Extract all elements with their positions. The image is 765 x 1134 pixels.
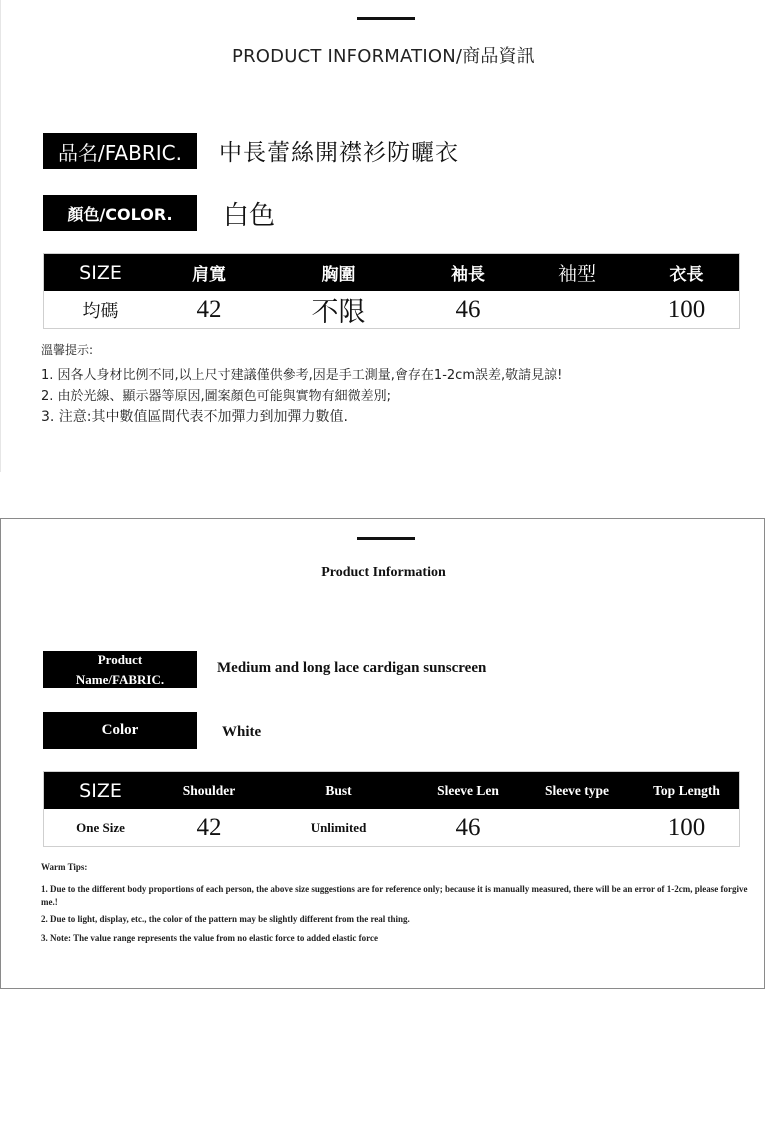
tip-line: 1. 因各人身材比例不同,以上尺寸建議僅供參考,因是手工測量,會存在1-2cm誤差,敬請見諒!: [41, 368, 563, 383]
cell-shoulder: 42: [196, 295, 222, 323]
header-sleeve-length: 袖長: [451, 265, 485, 285]
tip-line: 1. Due to the different body proportions of each person, the above size suggestions are for reference only; because it is manually measured, there will be an error of 1-2cm, please forgive me.!: [41, 884, 748, 907]
cell-top-length: 100: [667, 813, 706, 841]
header-sleeve-length: Sleeve Len: [437, 782, 499, 798]
header-top-length: Top Length: [653, 782, 720, 798]
header-shoulder: Shoulder: [182, 782, 236, 798]
fabric-value: 中長蕾絲開襟衫防曬衣: [219, 140, 459, 166]
table-row: [44, 809, 739, 846]
cell-sleeve-length: 46: [455, 813, 481, 841]
color-value: White: [222, 724, 262, 740]
tip-line: 3. 注意:其中數值區間代表不加彈力到加彈力數值.: [41, 409, 348, 425]
cell-top-length: 100: [667, 295, 706, 323]
cell-bust: Unlimited: [310, 819, 367, 835]
size-table-header: [44, 254, 739, 291]
header-sleeve-type: Sleeve type: [544, 782, 610, 798]
size-table: [43, 771, 740, 847]
fabric-label: [43, 651, 197, 688]
cell-shoulder: 42: [196, 813, 222, 841]
cell-sleeve-length: 46: [455, 295, 481, 323]
header-size: SIZE: [79, 779, 122, 802]
cell-size: One Size: [76, 819, 125, 835]
header-shoulder: 肩寬: [192, 265, 226, 285]
warm-tips: [41, 341, 759, 428]
page-title: Product Information: [321, 565, 446, 580]
tips-title: Warm Tips:: [41, 862, 88, 872]
tip-line: 3. Note: The value range represents the value from no elastic force to added elastic force: [41, 933, 378, 943]
product-info-panel-english: [0, 518, 765, 989]
product-info-panel-chinese: [0, 0, 765, 472]
fabric-value: Medium and long lace cardigan sunscreen: [217, 660, 487, 676]
header-bust: 胸圍: [321, 265, 356, 285]
title-rule: [357, 537, 415, 540]
title-rule: [357, 17, 415, 20]
header-sleeve-type: 袖型: [557, 263, 596, 285]
table-row: [44, 291, 739, 328]
page-title: PRODUCT INFORMATION/商品資訊: [232, 46, 535, 67]
tip-line: 2. Due to light, display, etc., the color of the pattern may be slightly different from the real thing.: [41, 914, 410, 924]
tip-line: 2. 由於光線、顯示器等原因,圖案顏色可能與實物有細微差別;: [41, 389, 392, 404]
cell-size: 均碼: [82, 300, 119, 322]
fabric-label-line1: Product: [97, 651, 143, 667]
fabric-label-line2: Name/FABRIC.: [75, 671, 165, 687]
header-size: SIZE: [79, 261, 122, 284]
fabric-label: 品名/FABRIC.: [43, 133, 197, 169]
color-label: Color: [43, 712, 197, 749]
warm-tips: [41, 862, 759, 949]
cell-bust: 不限: [311, 297, 366, 328]
size-table-header: [44, 772, 739, 809]
tips-title: 溫馨提示:: [41, 343, 94, 357]
color-value: 白色: [223, 201, 276, 231]
color-label: 顏色/COLOR.: [43, 195, 197, 231]
header-top-length: 衣長: [669, 265, 704, 285]
size-table: [43, 253, 740, 329]
header-bust: Bust: [325, 782, 352, 798]
